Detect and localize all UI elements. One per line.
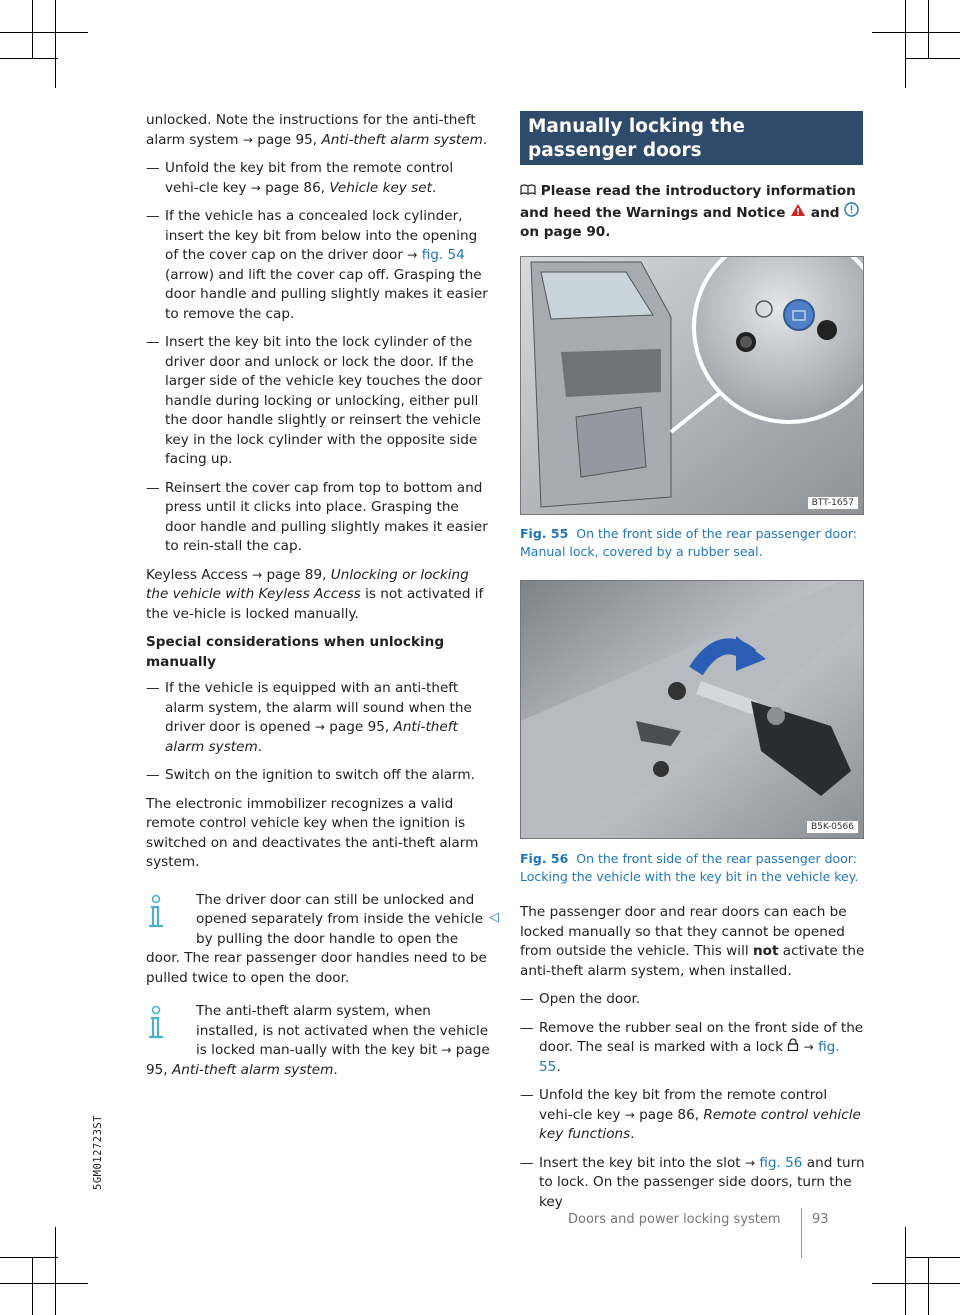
- info-icon: [146, 1004, 190, 1044]
- crop-mark: [0, 58, 58, 59]
- footer-section-title: Doors and power locking system: [568, 1212, 781, 1227]
- crop-mark: [905, 1227, 906, 1315]
- subheading: Special considerations when unlocking manually: [146, 634, 445, 670]
- arrow-icon: →: [314, 720, 325, 734]
- arrow-icon: →: [407, 248, 418, 262]
- document-code: 5GM012723ST: [92, 1114, 104, 1190]
- crop-mark: [0, 1257, 58, 1258]
- info-note: The driver door can still be unlocked and opened separately from inside the vehicle by pulling the door handle to open the door. The rear passenger door handles need to be pulled twice to open the door.: [146, 891, 487, 986]
- lock-icon: [787, 1039, 799, 1055]
- crop-mark: [55, 0, 56, 88]
- info-icon: [146, 893, 190, 933]
- figure-56-image: [520, 580, 864, 839]
- list-item: — Insert the key bit into the slot → fig. 56 and turn to lock. On the passenger side doors, turn the key: [520, 1154, 865, 1213]
- figure-code: B5K-0566: [806, 820, 859, 834]
- crop-mark: [0, 1283, 88, 1284]
- figure-link[interactable]: fig. 55: [539, 1039, 840, 1075]
- page-link[interactable]: page 95,: [146, 1042, 490, 1078]
- page-link[interactable]: page 95,: [329, 719, 394, 735]
- paragraph: The passenger door and rear doors can each be locked manually so that they cannot be opened from outside the vehicle. This will not activate the anti-theft alarm system, when installed.: [520, 904, 865, 979]
- crop-mark: [872, 1283, 960, 1284]
- crop-mark: [928, 1257, 929, 1315]
- arrow-icon: →: [242, 132, 253, 147]
- arrow-icon: →: [624, 1107, 635, 1122]
- list-item: — If the vehicle is equipped with an anti-theft alarm system, the alarm will sound when the driver door is opened → page 95, Anti-theft alarm system.: [146, 679, 491, 757]
- crop-mark: [32, 1257, 33, 1315]
- figure-link[interactable]: fig. 56: [759, 1154, 803, 1171]
- notice-icon: [844, 205, 859, 221]
- page-link[interactable]: page 89,: [266, 566, 331, 583]
- figure-55-caption: Fig. 55 On the front side of the rear passenger door: Manual lock, covered by a rubber seal.: [520, 526, 857, 559]
- paragraph: The electronic immobilizer recognizes a valid remote control vehicle key when the ignition is switched on and deactivates the anti-theft alarm system.: [146, 795, 479, 870]
- list-item: — Unfold the key bit from the remote control vehi-cle key → page 86, Remote control vehicle key functions.: [520, 1086, 865, 1145]
- list-item: — Remove the rubber seal on the front side of the door. The seal is marked with a lock → fig. 55.: [520, 1019, 865, 1078]
- door-illustration: [521, 257, 863, 514]
- crop-mark: [905, 1257, 960, 1258]
- arrow-icon: →: [252, 567, 263, 582]
- page-link[interactable]: page 95,: [257, 131, 322, 148]
- arrow-icon: →: [744, 1155, 755, 1170]
- page-link[interactable]: page 86,: [639, 1106, 704, 1123]
- crop-mark: [55, 1227, 56, 1315]
- section-heading: Manually locking the passenger doors: [520, 111, 863, 165]
- crop-mark: [32, 0, 33, 58]
- left-column: [146, 111, 491, 1094]
- warning-icon: [790, 205, 811, 221]
- page-number: 93: [812, 1212, 829, 1227]
- figure-56-caption: Fig. 56 On the front side of the rear passenger door: Locking the vehicle with the key bit in the vehicle key.: [520, 851, 859, 884]
- figure-55-image: [520, 256, 864, 515]
- figure-link[interactable]: fig. 54: [421, 247, 465, 263]
- arrow-icon: →: [803, 1040, 814, 1054]
- info-note: The anti-theft alarm system, when installed, is not activated when the vehicle is locked man-ually with the key bit → page 95, Anti-theft alarm system.: [146, 1003, 490, 1078]
- list-item: — Unfold the key bit from the remote control vehi-cle key → page 86, Vehicle key set.: [146, 159, 491, 198]
- key-illustration: [521, 581, 863, 838]
- list-item: — Open the door.: [520, 990, 865, 1010]
- list-item: — If the vehicle has a concealed lock cylinder, insert the key bit from below into the opening of the cover cap on the driver door → fig. 54 (arrow) and lift the cover cap off. Grasping the door handle and pulling slightly makes it easier to remove the cap.: [146, 207, 491, 324]
- crop-mark: [905, 0, 906, 88]
- book-icon: [520, 183, 541, 199]
- arrow-icon: →: [250, 180, 261, 195]
- right-body: [520, 903, 865, 1221]
- arrow-icon: →: [441, 1043, 452, 1057]
- paragraph: Keyless Access → page 89, Unlocking or locking the vehicle with Keyless Access is not activated if the ve-hicle is locked manually.: [146, 566, 484, 622]
- crop-mark: [0, 32, 88, 33]
- list-item: — Reinsert the cover cap from top to bottom and press until it clicks into place. Grasping the door handle and pulling slightly makes it easier to rein-stall the cap.: [146, 479, 491, 557]
- intro-block: Please read the introductory information and heed the Warnings and Notice and on page 90.: [520, 182, 860, 243]
- list-item: — Switch on the ignition to switch off the alarm.: [146, 766, 491, 786]
- figure-code: BTT-1657: [807, 496, 859, 510]
- paragraph: unlocked. Note the instructions for the anti-theft alarm system → page 95, Anti-theft alarm system.: [146, 112, 488, 148]
- crop-mark: [928, 0, 929, 58]
- page-link[interactable]: page 86,: [265, 179, 330, 196]
- crop-mark: [872, 32, 960, 33]
- list-item: — Insert the key bit into the lock cylinder of the driver door and unlock or lock the door. If the larger side of the vehicle key touches the door handle during locking or unlocking, either pull the door handle slightly or reinsert the vehicle key in the lock cylinder with the opposite side facing up.: [146, 333, 491, 470]
- end-of-topic-icon: ◁: [489, 910, 499, 925]
- footer-divider: [801, 1208, 802, 1258]
- crop-mark: [905, 58, 960, 59]
